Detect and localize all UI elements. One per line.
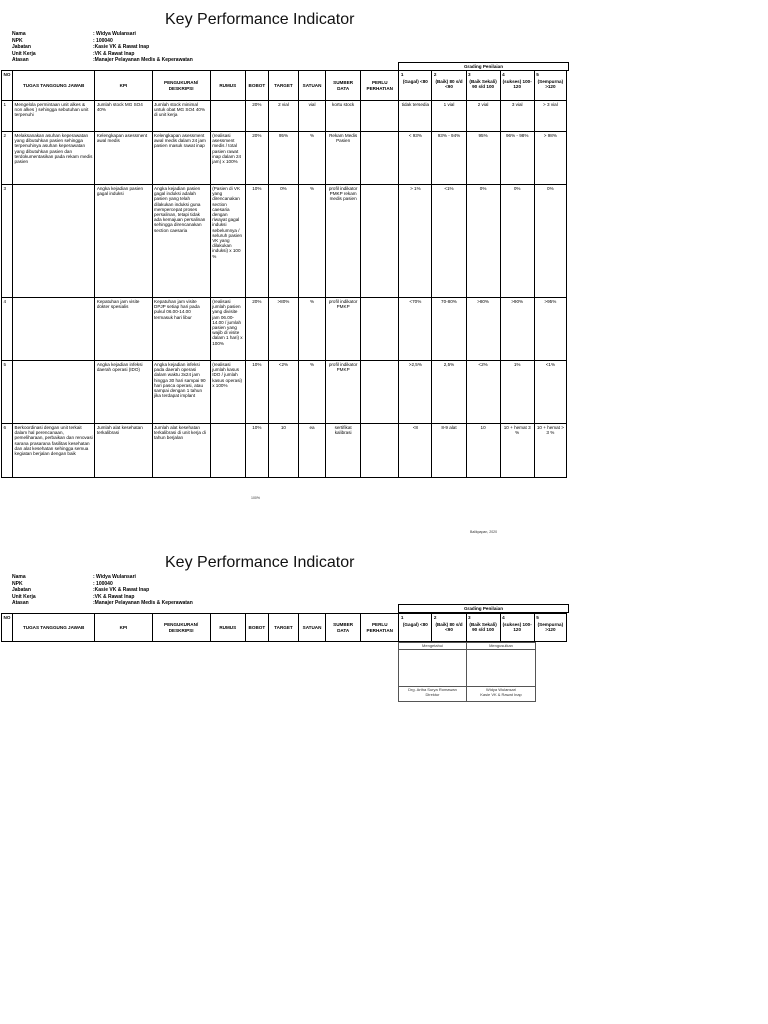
cell-pengukuran: Angka kejadian infeksi pada daerah operasi dalam waktu 3x24 jam hingga 30 hari sampai 90 hari pasca operasi, atau sampai dengan 1 tahun jika terdapat implant [152, 361, 210, 424]
cell-grade-2: 8-9 alat [432, 424, 466, 478]
info-value: : Widya Wulansari [93, 31, 136, 37]
cell-satuan: % [298, 185, 325, 298]
cell-grade-3: <2% [466, 361, 500, 424]
cell-grade-1: tidak tersedia [399, 101, 432, 132]
cell-grade-4: >90% [500, 298, 534, 361]
col-grade-2: 2 (Baik) 80 s/d <90 [432, 614, 466, 642]
col-sumber: SUMBER DATA [326, 71, 361, 101]
col-no: NO [2, 71, 13, 101]
col-rumus: RUMUS [210, 71, 245, 101]
cell-grade-1: >2,5% [399, 361, 432, 424]
signature-block [398, 642, 536, 702]
cell-bobot: 20% [245, 132, 268, 185]
cell-target: 0% [268, 185, 298, 298]
cell-kpi: Angka kejadian infeksi daerah operasi (IDO) [95, 361, 152, 424]
cell-grade-1: < 93% [399, 132, 432, 185]
table-row [2, 361, 567, 424]
employee-info-2 [12, 574, 193, 607]
cell-sumber: profil indikator PMKP [326, 361, 361, 424]
cell-grade-5: > 3 vial [534, 101, 566, 132]
cell-satuan: ea [298, 424, 325, 478]
info-label: Jabatan [12, 44, 31, 50]
cell-no: 3 [2, 185, 13, 298]
cell-grade-2: <1% [432, 185, 466, 298]
cell-grade-5: 10 + hemat > 3 % [534, 424, 566, 478]
col-pengukuran: PENGUKURAN/ DESKRIPSI [152, 71, 210, 101]
kpi-table-2 [1, 613, 567, 642]
info-label: Nama [12, 31, 26, 37]
cell-pengukuran: Jumlah alat kesehatan terkalibrasi di unit kerja di tahun berjalan [152, 424, 210, 478]
cell-rumus [210, 101, 245, 132]
col-grade-4: 4 (sukses) 100-120 [500, 614, 534, 642]
cell-rumus: (realisasi jumlah kasus IDO / jumlah kasus operasi) x 100% [210, 361, 245, 424]
info-value: :Manajer Pelayanan Medis & Keperawatan [93, 57, 193, 63]
info-label: Atasan [12, 57, 29, 63]
place-date: Balikpapan, 2020 [470, 530, 498, 534]
cell-kpi: Jumlah stock MG SO4 40% [95, 101, 152, 132]
table-row [2, 132, 567, 185]
employee-info [12, 31, 193, 64]
cell-grade-3: 0% [466, 185, 500, 298]
sig-left-name: Drg. Artha Surya Romawan Direktur [399, 687, 467, 702]
col-grade-5: 5 (Sempurna) >120 [534, 614, 566, 642]
cell-satuan: % [298, 298, 325, 361]
cell-kpi: Kelengkapan asessment awal medis [95, 132, 152, 185]
cell-target: 10 [268, 424, 298, 478]
col-satuan: SATUAN [298, 71, 325, 101]
cell-rumus: (realisasi jumlah pasien yang divisite jam 06.00-14.00 / jumlah pasien yang wajib di visite dalam 1 hari) x 100% [210, 298, 245, 361]
col-satuan: SATUAN [298, 614, 325, 642]
cell-sumber: profil indikator PMKP rekam medis pasien [326, 185, 361, 298]
cell-grade-2: 70-80% [432, 298, 466, 361]
cell-target: <2% [268, 361, 298, 424]
cell-rumus: (realisasi asessment medis / total pasien rawat inap dalam 24 jam) x 100% [210, 132, 245, 185]
cell-grade-1: <70% [399, 298, 432, 361]
cell-satuan: % [298, 361, 325, 424]
info-value: :Kasie VK & Rawat Inap [93, 44, 150, 50]
info-value: :VK & Rawat Inap [93, 50, 135, 57]
cell-grade-3: >80% [466, 298, 500, 361]
cell-grade-4: 96% - 98% [500, 132, 534, 185]
cell-grade-5: 0% [534, 185, 566, 298]
sig-left-space [399, 650, 467, 687]
info-value: : 100040 [93, 37, 113, 44]
cell-grade-2: 2,5% [432, 361, 466, 424]
info-label: Jabatan [12, 587, 31, 593]
sig-right-name: Widya Wulansari Kasie VK & Rawat Inap [467, 687, 536, 702]
page-title: Key Performance Indicator [165, 11, 355, 28]
cell-no: 2 [2, 132, 13, 185]
info-value: : Widya Wulansari [93, 574, 136, 580]
cell-tugas: Mengelola permintaan unit alkes & non alkes ) sehingga sebutuhan unit terpenuhi [13, 101, 95, 132]
cell-grade-1: > 1% [399, 185, 432, 298]
grading-header-2: Grading Penilaian [398, 604, 569, 613]
cell-sumber: kortu stock [326, 101, 361, 132]
cell-bobot: 10% [245, 424, 268, 478]
cell-bobot: 20% [245, 298, 268, 361]
col-rumus: RUMUS [210, 614, 245, 642]
cell-grade-3: 10 [466, 424, 500, 478]
cell-sumber: Rekam Medis Pasien [326, 132, 361, 185]
info-value: :VK & Rawat Inap [93, 593, 135, 600]
sig-right-space [467, 650, 536, 687]
info-label: Unit Kerja [12, 50, 36, 57]
cell-grade-4: 3 vial [500, 101, 534, 132]
cell-pengukuran: Kepatuhan jam visite DPJP setiap hari pada pukul 06.00-14.00 termasuk hari libur [152, 298, 210, 361]
grading-header: Grading Penilaian [398, 62, 569, 71]
cell-rumus: (Pasien di VK yang direncanakan section caesaria dengan riwayat gagal induksi sebelumnya / seluruh pasien VK yang dilakukan induksi) x 100 % [210, 185, 245, 298]
cell-satuan: vial [298, 101, 325, 132]
cell-target: 2 vial [268, 101, 298, 132]
col-sumber: SUMBER DATA [326, 614, 361, 642]
cell-satuan: % [298, 132, 325, 185]
info-label: NPK [12, 37, 23, 44]
cell-kpi: Jumlah alat kesehatan terkalibrasi [95, 424, 152, 478]
cell-rumus [210, 424, 245, 478]
cell-no: 6 [2, 424, 13, 478]
col-grade-5: 5 (Sempurna) >120 [534, 71, 566, 101]
cell-grade-3: 95% [466, 132, 500, 185]
table-row [2, 185, 567, 298]
cell-target: >80% [268, 298, 298, 361]
cell-grade-3: 2 vial [466, 101, 500, 132]
cell-grade-4: 0% [500, 185, 534, 298]
info-label: Atasan [12, 600, 29, 606]
cell-perlu [361, 361, 399, 424]
cell-grade-5: >95% [534, 298, 566, 361]
cell-tugas: Berkoordinasi dengan unit terkait dalam hal perencanaan, pemeliharaan, perbaikan dan renovasi sarana prasarana fasilitas kesehatan dan alat kesehatan sehingga semua kegiatan berjalan dengan baik [13, 424, 95, 478]
col-kpi: KPI [95, 71, 152, 101]
cell-grade-4: 10 + hemat 3 % [500, 424, 534, 478]
col-grade-1: 1 (Gagal) <80 [399, 614, 432, 642]
col-no: NO [2, 614, 13, 642]
cell-target: 95% [268, 132, 298, 185]
table-row [2, 424, 567, 478]
cell-grade-1: <8 [399, 424, 432, 478]
cell-pengukuran: Kelengkapan asessment awal medis dalam 24 jam pasien masuk rawat inap [152, 132, 210, 185]
info-value: : 100040 [93, 580, 113, 587]
col-grade-4: 4 (sukses) 100-120 [500, 71, 534, 101]
cell-tugas [13, 361, 95, 424]
col-target: TARGET [268, 614, 298, 642]
col-grade-3: 3 (Baik Sekali) 90 s/d 100 [466, 71, 500, 101]
cell-no: 5 [2, 361, 13, 424]
table-row [2, 101, 567, 132]
sig-right-head: Mengusulkan [467, 643, 536, 650]
col-grade-3: 3 (Baik Sekali) 90 s/d 100 [466, 614, 500, 642]
cell-tugas [13, 298, 95, 361]
cell-sumber: sertifikat kalibrasi [326, 424, 361, 478]
cell-bobot: 10% [245, 361, 268, 424]
total-bobot-note: 100% [251, 496, 260, 500]
cell-perlu [361, 185, 399, 298]
col-tugas: TUGAS TANGGUNG JAWAB [13, 71, 95, 101]
cell-perlu [361, 298, 399, 361]
header-row [2, 614, 567, 642]
cell-no: 1 [2, 101, 13, 132]
kpi-table [1, 70, 567, 478]
cell-grade-2: 1 vial [432, 101, 466, 132]
cell-pengukuran: Jumlah stock minimal untuk obat MG SO4 40% di unit kerja [152, 101, 210, 132]
col-bobot: BOBOT [245, 614, 268, 642]
cell-pengukuran: Angka kejadian pasien gagal induksi adalah pasien yang telah dilakukan induksi guna mempercepat proses persalinan, tetapi tidak ada kemajuan persalinan sehingga direncanakan section caesaria [152, 185, 210, 298]
col-grade-2: 2 (Baik) 80 s/d <90 [432, 71, 466, 101]
cell-kpi: Kepatuhan jam visite dokter spesialis [95, 298, 152, 361]
cell-perlu [361, 424, 399, 478]
cell-bobot: 20% [245, 101, 268, 132]
cell-tugas: Melaksanakan asuhan keperawatan yang dibutuhkan pasien sehingga terpenuhinya asuhan keperawatan yang dibutuhkan pasien dan terdokumentasikan pada rekam medis pasien [13, 132, 95, 185]
cell-no: 4 [2, 298, 13, 361]
cell-grade-5: <1% [534, 361, 566, 424]
col-perlu: PERLU PERHATIAN [361, 71, 399, 101]
table-row [2, 298, 567, 361]
info-value: :Kasie VK & Rawat Inap [93, 587, 150, 593]
info-label: Unit Kerja [12, 593, 36, 600]
col-perlu: PERLU PERHATIAN [361, 614, 399, 642]
col-kpi: KPI [95, 614, 152, 642]
cell-sumber: profil indikator PMKP [326, 298, 361, 361]
col-tugas: TUGAS TANGGUNG JAWAB [13, 614, 95, 642]
info-label: Nama [12, 574, 26, 580]
cell-bobot: 10% [245, 185, 268, 298]
cell-grade-5: > 98% [534, 132, 566, 185]
col-bobot: BOBOT [245, 71, 268, 101]
col-target: TARGET [268, 71, 298, 101]
cell-tugas [13, 185, 95, 298]
cell-kpi: Angka kejadian pasien gagal induksi [95, 185, 152, 298]
cell-grade-2: 93% - 94% [432, 132, 466, 185]
info-label: NPK [12, 580, 23, 587]
cell-grade-4: 1% [500, 361, 534, 424]
col-grade-1: 1 (Gagal) <80 [399, 71, 432, 101]
page-title-2: Key Performance Indicator [165, 554, 355, 571]
col-pengukuran: PENGUKURAN/ DESKRIPSI [152, 614, 210, 642]
cell-perlu [361, 132, 399, 185]
sig-left-head: Mengetahui [399, 643, 467, 650]
cell-perlu [361, 101, 399, 132]
header-row [2, 71, 567, 101]
info-value: :Manajer Pelayanan Medis & Keperawatan [93, 600, 193, 606]
